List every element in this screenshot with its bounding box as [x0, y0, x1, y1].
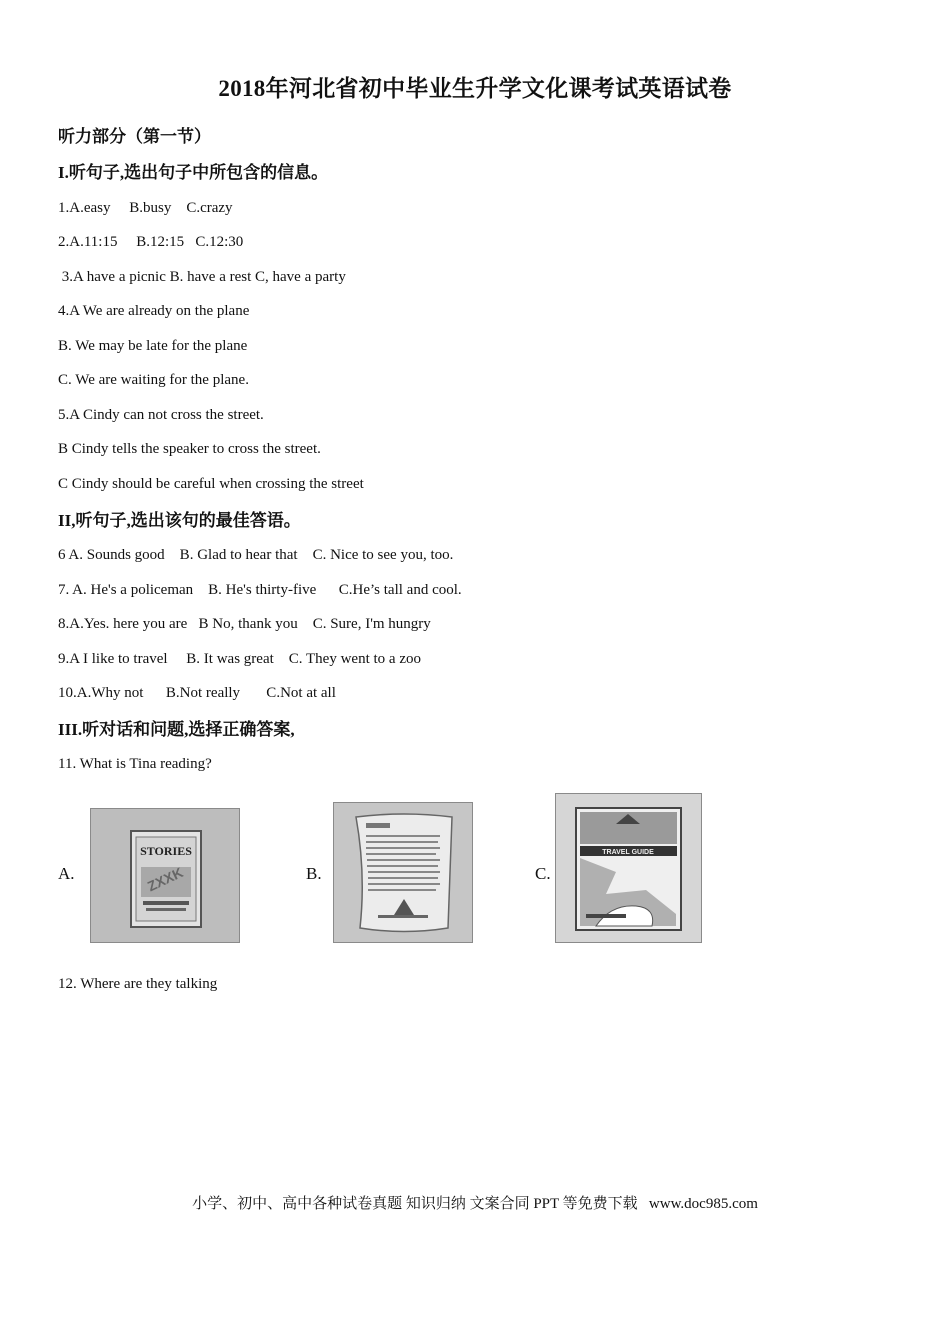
question-line: B. We may be late for the plane	[58, 338, 248, 354]
option-b-image	[333, 802, 473, 943]
question-line: C. We are waiting for the plane.	[58, 372, 249, 388]
footer-text: 小学、初中、高中各种试卷真题 知识归纳 文案合同 PPT 等免费下载 www.doc985.com	[192, 1196, 758, 1212]
question-line: 1.A.easy B.busy C.crazy	[58, 200, 233, 216]
travel-guide-icon	[556, 794, 701, 942]
question-line: 4.A We are already on the plane	[58, 303, 250, 319]
book-cover-icon	[91, 809, 239, 942]
guide-title-text: TRAVEL GUIDE	[602, 849, 654, 856]
question-line: 5.A Cindy can not cross the street.	[58, 407, 264, 423]
question-11: 11. What is Tina reading?	[58, 756, 212, 772]
option-a-image	[90, 808, 240, 943]
question-line: C Cindy should be careful when crossing the street	[58, 476, 364, 492]
book-title-text: STORIES	[140, 844, 192, 858]
question-line: 7. A. He's a policeman B. He's thirty-five C.He’s tall and cool.	[58, 582, 462, 598]
question-line: B Cindy tells the speaker to cross the street.	[58, 441, 321, 457]
part2-heading: II,听句子,选出该句的最佳答语。	[58, 511, 301, 530]
option-a-label: A.	[58, 864, 75, 883]
section-header: 听力部分（第一节）	[58, 127, 211, 146]
option-c-label: C.	[535, 864, 551, 883]
option-b-label: B.	[306, 864, 322, 883]
question-12: 12. Where are they talking	[58, 976, 218, 992]
question-line: 10.A.Why not B.Not really C.Not at all	[58, 685, 336, 701]
newspaper-scroll-icon	[334, 803, 472, 942]
option-c-image	[555, 793, 702, 943]
page-title: 2018年河北省初中毕业生升学文化课考试英语试卷	[218, 76, 732, 101]
part3-heading: III.听对话和问题,选择正确答案,	[58, 720, 295, 739]
watermark-stamp: ZXXK	[144, 864, 186, 895]
question-line: 3.A have a picnic B. have a rest C, have a party	[58, 269, 346, 285]
part1-heading: I.听句子,选出句子中所包含的信息。	[58, 163, 329, 182]
question-line: 8.A.Yes. here you are B No, thank you C. Sure, I'm hungry	[58, 616, 431, 632]
question-line: 2.A.11:15 B.12:15 C.12:30	[58, 234, 244, 250]
question-line: 6 A. Sounds good B. Glad to hear that C. Nice to see you, too.	[58, 547, 454, 563]
question-line: 9.A I like to travel B. It was great C. They went to a zoo	[58, 651, 421, 667]
